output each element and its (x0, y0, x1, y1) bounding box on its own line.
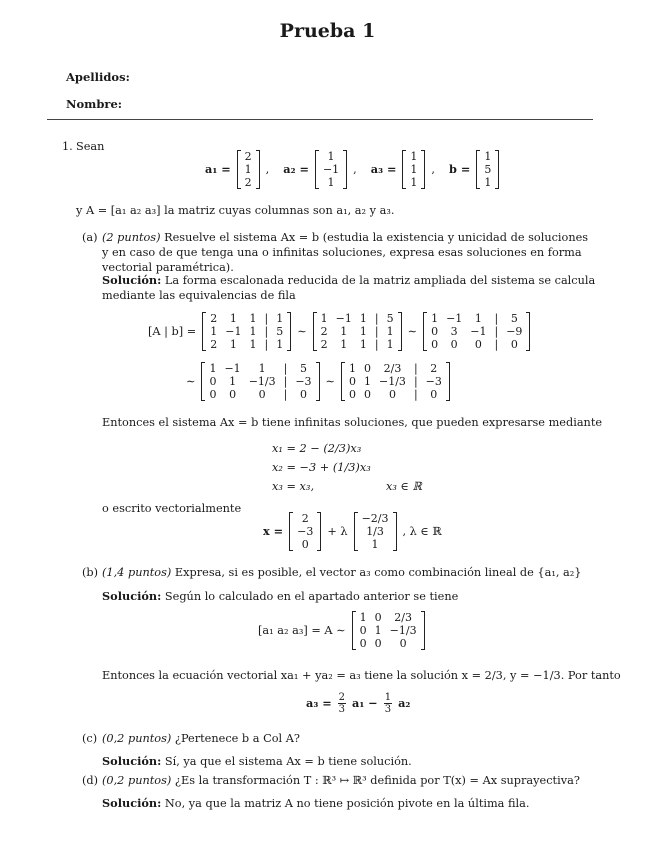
row-equivalence: ∼ (407, 325, 418, 338)
matrix-entry: 0 (349, 375, 357, 388)
matrix-entry: 1 (229, 375, 237, 388)
matrix-entry: 0 (431, 325, 439, 338)
matrix-entry: 1 (359, 312, 367, 325)
matrix-entry: −3 (295, 375, 312, 388)
matrix-entry: 1 (229, 338, 237, 351)
part-b-statement (102, 565, 582, 580)
matrix-entry: 1 (359, 338, 367, 351)
part-a-points: (2 puntos) (102, 231, 161, 244)
matrix-entry: 1 (374, 624, 382, 637)
part-d-statement (102, 773, 580, 788)
augmented-matrix-4 (201, 362, 319, 401)
matrix-entry: 0 (229, 388, 237, 401)
matrix-entry: | (374, 325, 379, 338)
matrix-entry: | (494, 312, 499, 325)
matrix-entry: 0 (364, 388, 372, 401)
a1-entry: 2 (244, 150, 252, 163)
matrix-entry: −1/3 (389, 624, 417, 637)
a3-label: a₃ = (370, 162, 397, 176)
row-reduction-line-2 (186, 362, 450, 401)
matrix-entry: 1 (384, 692, 392, 703)
linear-combination-result (306, 692, 410, 715)
matrix-entry: 0 (359, 637, 367, 650)
part-a-solution-label: Solución: (102, 273, 162, 287)
a3-vector (402, 150, 425, 189)
part-b-points: (1,4 puntos) (102, 566, 172, 579)
a2-term: a₂ (398, 696, 411, 710)
matrix-entry: | (283, 375, 288, 388)
a2-label: a₂ = (283, 162, 309, 176)
matrix-entry: 2/3 (383, 362, 402, 375)
row-equivalence: ∼ (325, 375, 336, 388)
solution-eq-3: x₃ = x₃, (272, 480, 315, 493)
matrix-entry: 1 (249, 312, 257, 325)
a2-entry: 1 (327, 150, 335, 163)
b-entry: 5 (484, 163, 492, 176)
reduced-coefficient-matrix (352, 611, 425, 650)
matrix-entry: | (283, 362, 288, 375)
augmented-matrix-1 (202, 312, 291, 351)
part-a-label: (a) (82, 231, 98, 244)
matrix-entry: 1 (209, 362, 217, 375)
homogeneous-direction-vector (354, 512, 397, 551)
matrix-entry: 0 (388, 388, 396, 401)
part-c-points: (0,2 puntos) (102, 732, 172, 745)
matrix-entry: −3 (297, 525, 314, 538)
matrix-entry: 1 (364, 375, 372, 388)
matrix-entry: −1 (335, 312, 352, 325)
matrix-entry: 1 (249, 325, 257, 338)
problem-intro: Sean (76, 140, 105, 153)
apellidos-label: Apellidos: (66, 70, 130, 84)
part-c-statement (102, 731, 300, 746)
matrix-entry: 3 (450, 325, 458, 338)
coefficient-matrix-lhs: [a₁ a₂ a₃] = A ∼ (258, 624, 346, 637)
header-divider (47, 119, 593, 120)
matrix-entry: 1 (210, 325, 218, 338)
part-a-text: Resuelve el sistema Ax = b (estudia la existencia y unicidad de soluciones y en caso de que tenga una o infinitas soluciones, expresa esas soluciones en forma vectorial paramétrica). (102, 231, 589, 274)
a3-entry: 1 (410, 150, 418, 163)
matrix-entry: 1 (258, 362, 266, 375)
nombre-label: Nombre: (66, 97, 123, 111)
matrix-entry: 5 (510, 312, 518, 325)
matrix-entry: 0 (301, 538, 309, 551)
matrix-entry: 2 (301, 512, 309, 525)
a1-label: a₁ = (205, 162, 231, 176)
matrix-entry: | (494, 325, 499, 338)
part-c-label: (c) (82, 732, 98, 745)
matrix-entry: | (264, 312, 269, 325)
result-lhs: a₃ = (306, 696, 332, 710)
matrix-entry: 5 (276, 325, 284, 338)
a1-entry: 2 (244, 176, 252, 189)
matrix-entry: 0 (399, 637, 407, 650)
fraction-two-thirds (338, 692, 346, 715)
part-b-label: (b) (82, 566, 99, 579)
matrix-entry: 3 (338, 704, 346, 715)
matrix-entry: 1 (340, 338, 348, 351)
matrix-entry: 0 (349, 388, 357, 401)
problem-number: 1. (62, 140, 73, 153)
b-entry: 1 (484, 176, 492, 189)
part-a-statement (102, 230, 597, 275)
x-label: x = (263, 524, 284, 538)
augmented-matrix-5 (341, 362, 450, 401)
matrix-entry: 1 (349, 362, 357, 375)
part-a-solution-text: La forma escalonada reducida de la matriz ampliada del sistema se calcula mediante las equivalencias de fila (102, 274, 596, 302)
part-c-text: ¿Pertenece b a Col A? (174, 732, 300, 745)
part-b-then-text: Entonces la ecuación vectorial xa₁ + ya₂ = a₃ tiene la solución x = 2/3, y = −1/3. Por tanto (102, 669, 621, 682)
a2-vector (315, 150, 347, 189)
matrix-entry: 1 (359, 611, 367, 624)
part-d-solution-text: No, ya que la matriz A no tiene posición pivote en la última fila. (164, 797, 530, 810)
matrix-entry: −1 (224, 362, 241, 375)
page-title: Prueba 1 (279, 20, 376, 42)
solution-eq-1: x₁ = 2 − (2/3)x₃ (272, 442, 362, 455)
b-vector (476, 150, 499, 189)
a1-entry: 1 (244, 163, 252, 176)
matrix-entry: 2 (430, 362, 438, 375)
vector-form-text: o escrito vectorialmente (102, 502, 242, 515)
row-equivalence: ∼ (297, 325, 307, 338)
matrix-entry: | (413, 362, 418, 375)
b-entry: 1 (484, 150, 492, 163)
part-b-text: Expresa, si es posible, el vector a₃ como combinación lineal de {a₁, a₂} (174, 566, 582, 579)
row-equivalence: ∼ (186, 375, 196, 388)
matrix-entry: | (374, 312, 379, 325)
matrix-entry: 2 (210, 338, 218, 351)
matrix-entry: 0 (450, 338, 458, 351)
matrix-entry: 1 (276, 312, 284, 325)
part-a-solution-intro (102, 273, 597, 303)
matrix-entry: −1/3 (248, 375, 276, 388)
matrix-entry: 0 (374, 637, 382, 650)
matrix-entry: 1 (340, 325, 348, 338)
particular-solution-vector (289, 512, 321, 551)
a3-entry: 1 (410, 163, 418, 176)
a3-entry: 1 (410, 176, 418, 189)
a1-vector (237, 150, 260, 189)
part-b-solution-text: Según lo calculado en el apartado anterior se tiene (164, 590, 459, 603)
fraction-one-third (384, 692, 392, 715)
matrix-entry: | (264, 338, 269, 351)
matrix-entry: 5 (386, 312, 394, 325)
matrix-entry: | (413, 388, 418, 401)
matrix-entry: −3 (425, 375, 442, 388)
b-label: b = (449, 162, 471, 176)
matrix-entry: 0 (359, 624, 367, 637)
given-vectors: a₁ = 2 1 2 , a₂ = 1 −1 1 , a₃ = 1 1 1 , b = 1 5 1 (205, 150, 499, 189)
matrix-entry: −1 (470, 325, 487, 338)
matrix-entry: 2 (320, 338, 328, 351)
coefficient-matrix-equation (258, 611, 425, 650)
matrix-entry: 1 (386, 325, 394, 338)
part-c-solution (102, 754, 412, 769)
matrix-entry: 2 (210, 312, 218, 325)
matrix-entry: 5 (299, 362, 307, 375)
free-variable-domain: x₃ ∈ ℝ (386, 480, 422, 493)
matrix-entry: | (413, 375, 418, 388)
augmented-matrix-3 (423, 312, 530, 351)
matrix-entry: 2/3 (394, 611, 412, 624)
solution-eq-2: x₂ = −3 + (1/3)x₃ (272, 461, 371, 474)
matrix-entry: 1 (276, 338, 284, 351)
matrix-entry: | (494, 338, 499, 351)
a1-term: a₁ − (352, 696, 378, 710)
matrix-entry: 0 (474, 338, 482, 351)
augmented-matrix-2 (313, 312, 402, 351)
matrix-entry: 1 (359, 325, 367, 338)
matrix-entry: 0 (374, 611, 382, 624)
matrix-entry: 1 (320, 312, 328, 325)
matrix-entry: 0 (430, 388, 438, 401)
part-d-label: (d) (82, 774, 99, 787)
matrix-entry: −1/3 (379, 375, 406, 388)
matrix-entry: 3 (384, 704, 392, 715)
matrix-entry: | (374, 338, 379, 351)
matrix-entry: −1 (446, 312, 463, 325)
matrix-entry: 2 (320, 325, 328, 338)
part-a-then-text: Entonces el sistema Ax = b tiene infinitas soluciones, que pueden expresarse mediante (102, 416, 603, 429)
matrix-entry: 0 (258, 388, 266, 401)
a2-entry: 1 (327, 176, 335, 189)
matrix-entry: 0 (209, 388, 217, 401)
matrix-entry: 1 (386, 338, 394, 351)
parametric-solution (263, 512, 442, 551)
matrix-entry: −9 (506, 325, 523, 338)
part-d-solution (102, 796, 529, 811)
part-d-text: ¿Es la transformación T : ℝ³ ↦ ℝ³ definida por T(x) = Ax suprayectiva? (174, 774, 580, 787)
part-b-solution-label: Solución: (102, 589, 162, 603)
row-reduction-line-1 (148, 312, 530, 351)
part-d-points: (0,2 puntos) (102, 774, 172, 787)
matrix-entry: 1 (431, 312, 439, 325)
matrix-entry: 0 (510, 338, 518, 351)
matrix-entry: 1 (474, 312, 482, 325)
part-d-solution-label: Solución: (102, 796, 162, 810)
matrix-entry: 1 (371, 538, 379, 551)
matrix-entry: | (283, 388, 288, 401)
a2-entry: −1 (322, 163, 340, 176)
matrix-entry: | (264, 325, 269, 338)
matrix-entry: −1 (225, 325, 242, 338)
matrix-entry: 1 (229, 312, 237, 325)
matrix-entry: 1/3 (366, 525, 384, 538)
part-c-solution-label: Solución: (102, 754, 162, 768)
plus-lambda: + λ (327, 525, 348, 538)
matrix-entry: 0 (299, 388, 307, 401)
matrix-definition: y A = [a₁ a₂ a₃] la matriz cuyas columnas son a₁, a₂ y a₃. (76, 204, 395, 217)
matrix-entry: 0 (431, 338, 439, 351)
matrix-entry: 1 (249, 338, 257, 351)
matrix-entry: −2/3 (361, 512, 389, 525)
lambda-domain: , λ ∈ ℝ (402, 525, 442, 538)
matrix-entry: 2 (338, 692, 346, 703)
part-c-solution-text: Sí, ya que el sistema Ax = b tiene solución. (164, 755, 412, 768)
augmented-lhs: [A | b] = (148, 325, 197, 338)
matrix-entry: 0 (364, 362, 372, 375)
part-b-solution-intro (102, 589, 458, 604)
matrix-entry: 0 (209, 375, 217, 388)
